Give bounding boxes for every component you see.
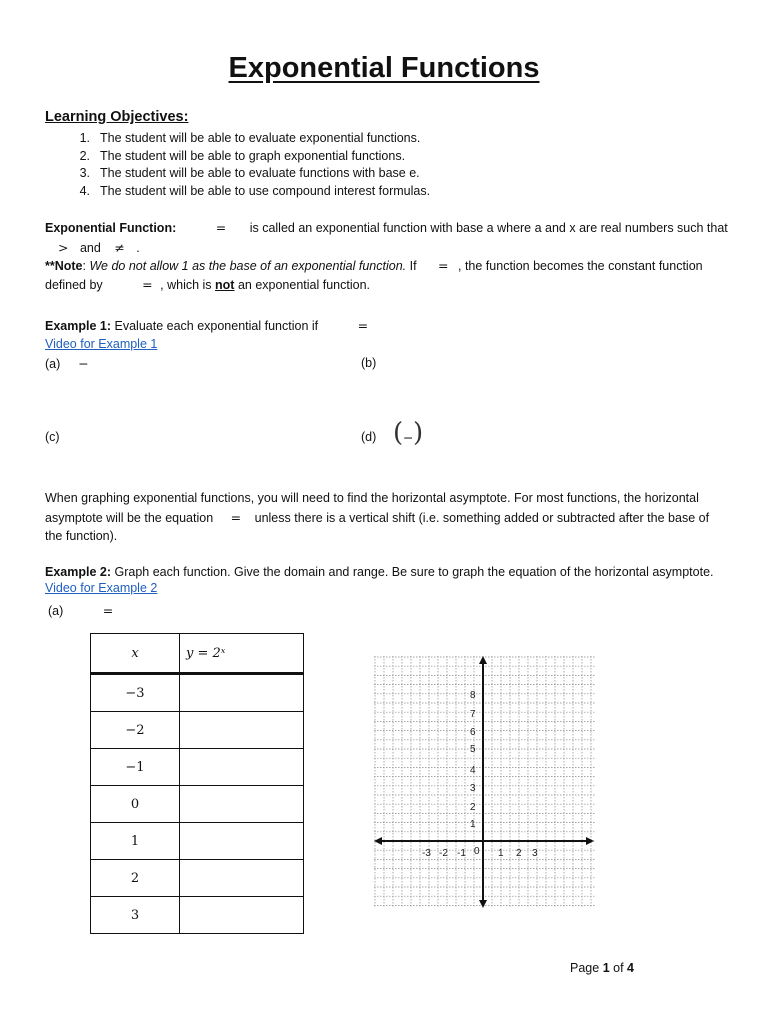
y-tick-label: 8 (470, 690, 476, 701)
table-header-y: y = 2ˣ (180, 634, 304, 674)
x-tick-label: 2 (516, 848, 522, 859)
table-cell-x: 1 (91, 823, 180, 860)
table-cell-x: −1 (91, 749, 180, 786)
example1-part-d: (d) (361, 430, 377, 444)
table-cell-x: 3 (91, 897, 180, 934)
origin-label: 0 (474, 846, 480, 857)
y-tick-label: 5 (470, 744, 476, 755)
x-axis-right-arrow-icon (586, 837, 594, 845)
example2-video-link[interactable]: Video for Example 2 (45, 581, 158, 595)
example1-heading: Example 1: Evaluate each exponential function if = (45, 318, 369, 333)
table-row (91, 712, 304, 749)
definition-line-1: Exponential Function: = is called an exponential function with base a where a and x are real numbers such that (45, 220, 728, 235)
table-row (91, 897, 304, 934)
page-title: Exponential Functions (228, 52, 540, 84)
table-row (91, 749, 304, 786)
table-cell-y-blank[interactable] (180, 712, 304, 749)
example2-heading: Example 2: Graph each function. Give the domain and range. Be sure to graph the equation of the horizontal asymptote. (45, 565, 714, 579)
table-header-x: x (91, 634, 180, 674)
y-tick-label: 6 (470, 727, 476, 738)
y-tick-label: 2 (470, 802, 476, 813)
x-tick-label: -3 (422, 848, 431, 859)
definition-line-2: > and ≠ . (58, 240, 140, 255)
paren-close-icon: ) (413, 418, 424, 448)
paren-open-icon: ( (393, 418, 404, 448)
list-item: 2. The student will be able to graph exponential functions. (79, 148, 406, 163)
x-axis-left-arrow-icon (374, 837, 382, 845)
example1-part-b: (b) (361, 356, 377, 370)
y-tick-label: 3 (470, 783, 476, 794)
y-tick-labels (470, 690, 476, 830)
y-tick-label: 4 (470, 765, 476, 776)
table-header-row (91, 634, 304, 674)
y-tick-label: 1 (470, 819, 476, 830)
list-item: 1. The student will be able to evaluate exponential functions. (79, 131, 421, 145)
asymptote-line-3: the function). (45, 529, 118, 543)
asymptote-line-1: When graphing exponential functions, you will need to find the horizontal asymptote. For most functions, the horizontal (45, 491, 699, 505)
list-item: 4. The student will be able to use compound interest formulas. (79, 183, 431, 198)
example2-part-a: (a) = (48, 603, 114, 618)
table-cell-x: −3 (91, 674, 180, 712)
table-cell-y-blank[interactable] (180, 786, 304, 823)
note-line-2: defined by = , which is not an exponential function. (45, 277, 370, 292)
note-line-1: **Note: We do not allow 1 as the base of an exponential function. If = , the function becomes the constant function (45, 258, 703, 273)
page-footer: Page 1 of 4 (570, 961, 634, 975)
y-tick-label: 7 (470, 709, 476, 720)
example1-part-c: (c) (45, 430, 60, 444)
table-cell-y-blank[interactable] (180, 674, 304, 712)
table-cell-y-blank[interactable] (180, 897, 304, 934)
coordinate-grid[interactable] (370, 652, 600, 914)
table-cell-y-blank[interactable] (180, 749, 304, 786)
objectives-heading: Learning Objectives: (45, 109, 189, 125)
x-tick-label: -1 (457, 848, 466, 859)
table-cell-x: 0 (91, 786, 180, 823)
x-tick-label: 1 (498, 848, 504, 859)
asymptote-line-2: asymptote will be the equation = unless there is a vertical shift (i.e. something added or subtracted after the base of (45, 510, 710, 525)
grid-lines (374, 656, 596, 908)
table-cell-x: −2 (91, 712, 180, 749)
y-axis-down-arrow-icon (479, 900, 487, 908)
example1-video-link[interactable]: Video for Example 1 (45, 337, 158, 351)
table-cell-y-blank[interactable] (180, 860, 304, 897)
x-tick-labels (422, 846, 538, 859)
example1-part-d-expr: − (403, 430, 414, 445)
objectives-list (45, 130, 430, 200)
values-table (90, 633, 304, 934)
example1-part-a: (a) − (45, 356, 89, 371)
table-cell-y-blank[interactable] (180, 823, 304, 860)
table-row (91, 674, 304, 712)
list-item: 3. The student will be able to evaluate functions with base e. (79, 166, 420, 180)
x-tick-label: -2 (439, 848, 448, 859)
table-cell-x: 2 (91, 860, 180, 897)
table-row (91, 786, 304, 823)
table-row (91, 860, 304, 897)
x-tick-label: 3 (532, 848, 538, 859)
table-row (91, 823, 304, 860)
